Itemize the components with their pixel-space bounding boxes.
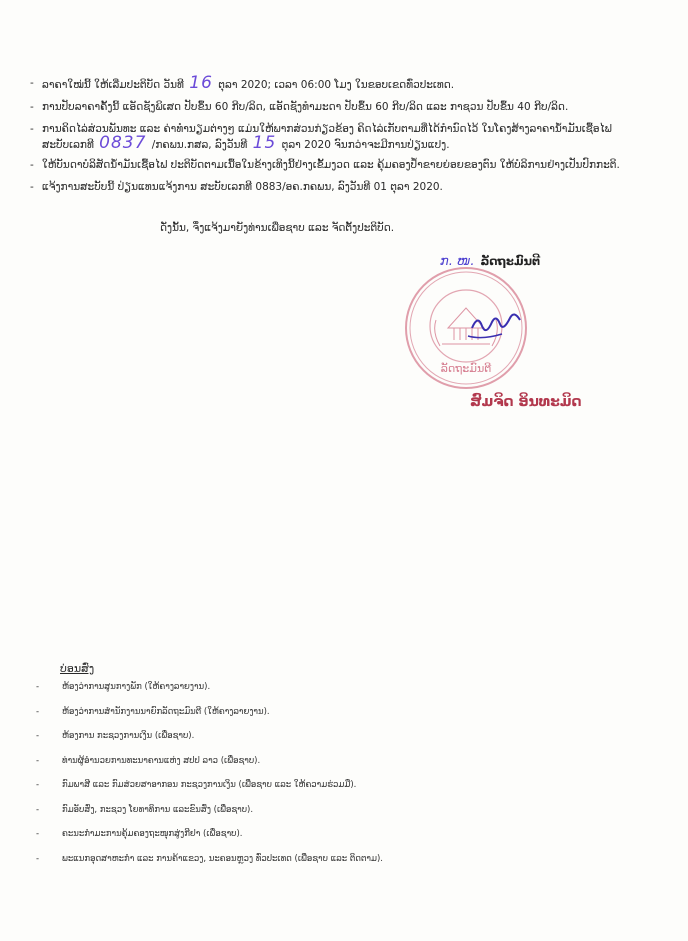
bullet-replaces	[30, 180, 670, 194]
cc-item: - ຫ້ອງວ່າການສຳນັກງານນາຍົກລັດຖະມົນຕີ (ໃຫ້ຄາງລາຍງານ).	[36, 707, 636, 718]
bullet-text-after: ຕຸລາ 2020; ເວລາ 06:00 ໂມງ ໃນຂອບເຂດທົ່ວປະເທດ.	[214, 79, 455, 91]
cc-item: - ທ່ານຜູ້ອຳນວຍການທະນາຄານແຫ່ງ ສປປ ລາວ (ເພື່ອຊາບ).	[36, 756, 636, 767]
cc-item: - ຫ້ອງການ ກະຊວງການເງິນ (ເພື່ອຊາບ).	[36, 731, 636, 742]
handwritten-number: 0837	[99, 133, 147, 153]
cc-title: ບ່ອນສົ່ງ	[60, 662, 95, 675]
cc-list	[36, 682, 636, 878]
bullet-text: ລາຄາໃໝ່ນີ້ ໃຫ້ເລີ່ມປະຕິບັດ ວັນທີ	[42, 79, 188, 91]
handwritten-day: 16	[189, 73, 213, 93]
cc-item: - ພະແນກອຸດສາຫະກຳ ແລະ ການຄ້າແຂວງ, ນະຄອນຫຼວງ ທົ່ວປະເທດ (ເພື່ອຊາບ ແລະ ຕິດຕາມ).	[36, 854, 636, 865]
line2-part-c: ຕຸລາ 2020 ຈົນກວ່າຈະມີການປ່ຽນແປງ.	[278, 139, 450, 151]
bullet-text: ການຄິດໄລ່ສ່ວນພັນທະ ແລະ ຄ່າທຳນຽມຕ່າງໆ ແມ່ນໃຫ້ພາກສ່ວນກ່ຽວຂ້ອງ ຄິດໄລ່ເກັບຕາມທີ່ໄດ້ກຳນົດໄວ້ ໃນໂຄງສ້າງລາຄານ້ຳມັນເຊື້ອໄຟ	[42, 123, 612, 135]
cc-item: - ຫ້ອງວ່າການສູນກາງພັກ (ໃຫ້ຄາງລາຍງານ).	[36, 682, 636, 693]
signatory-name: ສົມຈິດ ອິນທະມິດ	[470, 394, 582, 410]
bullet-text: ການປັບລາຄາຄັ້ງນີ້ ແອັດຊັງພິເສດ ປັບຂຶ້ນ 60 ກີບ/ລິດ, ແອັດຊັງທຳມະດາ ປັບຂຶ້ນ 60 ກີບ/ລິດ ແລະ ກາຊວນ ປັບຂຶ້ນ 40 ກີບ/ລິດ.	[42, 101, 569, 113]
rank-text: ລັດຖະມົນຕີ	[480, 254, 541, 268]
bullet-line-2	[42, 133, 670, 153]
seal-caption: ລັດຖະມົນຕີ	[440, 362, 492, 375]
notice-bullets	[30, 73, 670, 202]
official-seal	[402, 262, 532, 392]
seal-emblem	[435, 308, 498, 346]
bullet-price-change	[30, 100, 670, 114]
cc-item: - ກົມອັບສົ່ງ, ກະຊວງ ໂຍທາທິການ ແລະຂົນສົ່ງ (ເພື່ອຊາບ).	[36, 805, 636, 816]
closing-line: ດັ່ງນັ້ນ, ຈຶ່ງແຈ້ງມາຍັງທ່ານເພື່ອຊາບ ແລະ ຈັດຕັ້ງປະຕິບັດ.	[160, 222, 395, 234]
bullet-companies	[30, 158, 670, 172]
bullet-fees	[30, 122, 670, 152]
handwritten-prefix: ກ. ໜ.	[440, 254, 475, 269]
bullet-text: ແຈ້ງການສະບັບນີ້ ປ່ຽນແທນແຈ້ງການ ສະບັບເລກທີ 0883/ອຄ.ກຄພນ, ລົງວັນທີ 01 ຕຸລາ 2020.	[42, 181, 443, 193]
bullet-effective-date	[30, 73, 670, 93]
line2-part-a: ສະບັບເລກທີ	[42, 139, 98, 151]
bullet-text: ໃຫ້ບັນດາບໍລິສັດນ້ຳມັນເຊື້ອໄຟ ປະຕິບັດຕາມເນື້ອໃນຂ້າງເທິງນີ້ຢ່າງເຂັ້ມງວດ ແລະ ຄຸ້ມຄອງປ້ຳຂາຍຍ່ອຍຂອງຕົນ ໃຫ້ບໍລິການຢ່າງເປັນປົກກະຕິ.	[42, 159, 620, 171]
handwritten-day-2: 15	[252, 133, 277, 153]
cc-item: - ຄະນະກຳມະການຄຸ້ມຄອງຖະໜຸກສູ່ງກີຢາ (ເພື່ອຊາບ).	[36, 829, 636, 840]
line2-part-b: /ກຄພນ.ກສລ, ລົງວັນທີ	[148, 139, 251, 151]
cc-item: - ກົມພາສີ ແລະ ກົມສ່ວຍສາອາກອນ ກະຊວງການເງິນ (ເພື່ອຊາບ ແລະ ໃຫ້ຄວາມຮ່ວມມື).	[36, 780, 636, 791]
